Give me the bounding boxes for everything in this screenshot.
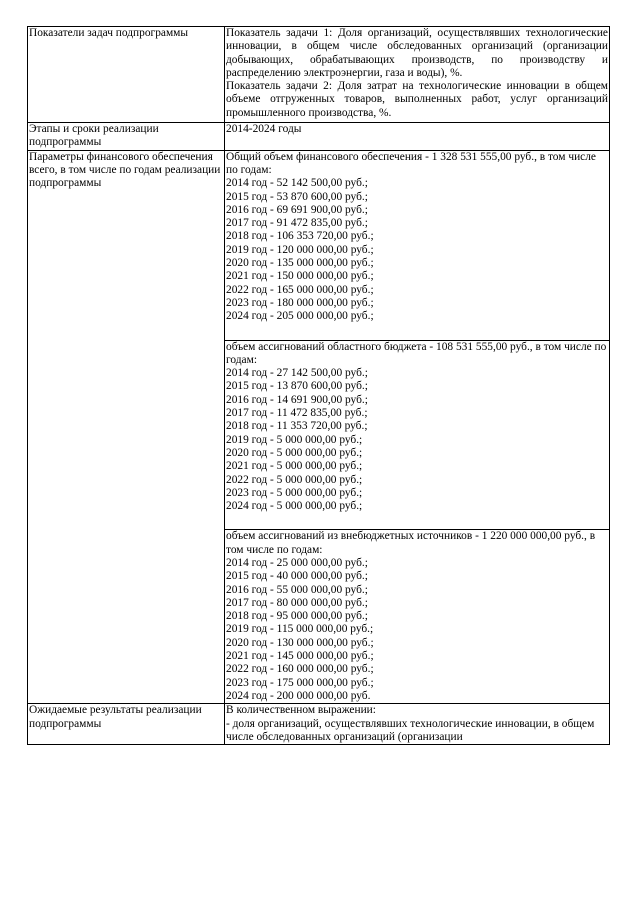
- finance-extrabudgetary-year: 2015 год - 40 000 000,00 руб.;: [226, 570, 368, 583]
- finance-total-heading: Общий объем финансового обеспечения - 1 328 531 555,00 руб., в том числе по годам:: [226, 150, 596, 176]
- spacer: [226, 324, 608, 338]
- finance-extrabudgetary-year: 2022 год - 160 000 000,00 руб.;: [226, 663, 374, 676]
- finance-total-cell: [225, 150, 610, 340]
- finance-extrabudgetary-year: 2020 год - 130 000 000,00 руб.;: [226, 636, 374, 649]
- finance-total-year: 2023 год - 180 000 000,00 руб.;: [226, 296, 374, 309]
- finance-total-year: 2024 год - 205 000 000,00 руб.;: [226, 310, 374, 323]
- finance-regional-year: 2021 год - 5 000 000,00 руб.;: [226, 460, 363, 473]
- finance-extrabudgetary-year: 2017 год - 80 000 000,00 руб.;: [226, 596, 368, 609]
- results-line-1: В количественном выражении:: [226, 704, 376, 717]
- finance-regional-year: 2024 год - 5 000 000,00 руб.;: [226, 500, 363, 513]
- finance-regional-year: 2017 год - 11 472 835,00 руб.;: [226, 407, 368, 420]
- passport-table: [27, 26, 610, 745]
- finance-regional-year: 2014 год - 27 142 500,00 руб.;: [226, 367, 368, 380]
- table-row-results: [28, 704, 610, 745]
- finance-extrabudgetary-year: 2024 год - 200 000 000,00 руб.: [226, 689, 371, 702]
- spacer: [226, 513, 608, 527]
- finance-regional-year: 2018 год - 11 353 720,00 руб.;: [226, 420, 368, 433]
- finance-extrabudgetary-year: 2023 год - 175 000 000,00 руб.;: [226, 676, 374, 689]
- table-row-task-indicators: [28, 27, 610, 123]
- finance-total-year: 2019 год - 120 000 000,00 руб.;: [226, 243, 374, 256]
- task-indicators-cell: [225, 27, 610, 123]
- finance-regional-year: 2015 год - 13 870 600,00 руб.;: [226, 380, 368, 393]
- finance-regional-year: 2019 год - 5 000 000,00 руб.;: [226, 433, 363, 446]
- finance-extrabudgetary-year: 2018 год - 95 000 000,00 руб.;: [226, 610, 368, 623]
- results-cell: [225, 704, 610, 745]
- finance-regional-year: 2016 год - 14 691 900,00 руб.;: [226, 393, 368, 406]
- finance-regional-heading: объем ассигнований областного бюджета - 108 531 555,00 руб., в том числе по годам:: [226, 340, 607, 366]
- finance-total-year: 2014 год - 52 142 500,00 руб.;: [226, 177, 368, 190]
- finance-total-year: 2021 год - 150 000 000,00 руб.;: [226, 270, 374, 283]
- finance-extrabudgetary-heading: объем ассигнований из внебюджетных источников - 1 220 000 000,00 руб., в том числе по годам:: [226, 530, 596, 556]
- finance-extrabudgetary-year: 2019 год - 115 000 000,00 руб.;: [226, 623, 374, 636]
- indicator-2-text: Показатель задачи 2: Доля затрат на технологические инновации в общем объеме отгруженных товаров, выполненных работ, услуг организаций промышленного производства, %.: [226, 80, 608, 119]
- finance-extrabudgetary-year: 2021 год - 145 000 000,00 руб.;: [226, 650, 374, 663]
- finance-total-year: 2022 год - 165 000 000,00 руб.;: [226, 283, 374, 296]
- finance-total-year: 2017 год - 91 472 835,00 руб.;: [226, 217, 368, 230]
- stages-value: 2014-2024 годы: [225, 123, 610, 151]
- table-row-stages: [28, 123, 610, 151]
- finance-total-year: 2015 год - 53 870 600,00 руб.;: [226, 190, 368, 203]
- finance-extrabudgetary-year: 2014 год - 25 000 000,00 руб.;: [226, 556, 368, 569]
- table-row-finance-total: [28, 150, 610, 340]
- stages-label: Этапы и сроки реализации подпрограммы: [28, 123, 225, 151]
- finance-regional-cell: [225, 340, 610, 530]
- finance-total-year: 2018 год - 106 353 720,00 руб.;: [226, 230, 374, 243]
- finance-regional-year: 2023 год - 5 000 000,00 руб.;: [226, 486, 363, 499]
- finance-extrabudgetary-cell: [225, 530, 610, 704]
- finance-total-year: 2020 год - 135 000 000,00 руб.;: [226, 257, 374, 270]
- results-line-2: - доля организаций, осуществлявших технологические инновации, в общем числе обследованных организаций (организации: [226, 717, 595, 743]
- finance-regional-year: 2022 год - 5 000 000,00 руб.;: [226, 473, 363, 486]
- task-indicators-label: Показатели задач подпрограммы: [28, 27, 225, 123]
- finance-total-year: 2016 год - 69 691 900,00 руб.;: [226, 203, 368, 216]
- finance-regional-year: 2020 год - 5 000 000,00 руб.;: [226, 446, 363, 459]
- finance-label: Параметры финансового обеспечения всего, в том числе по годам реализации подпрограммы: [28, 150, 225, 704]
- results-label: Ожидаемые результаты реализации подпрограммы: [28, 704, 225, 745]
- indicator-1-text: Показатель задачи 1: Доля организаций, осуществлявших технологические инновации, в общем числе обследованных организаций (организации добывающих, обрабатывающих производств, по производству и распределению электроэнергии, газа и воды), %.: [226, 27, 608, 79]
- finance-extrabudgetary-year: 2016 год - 55 000 000,00 руб.;: [226, 583, 368, 596]
